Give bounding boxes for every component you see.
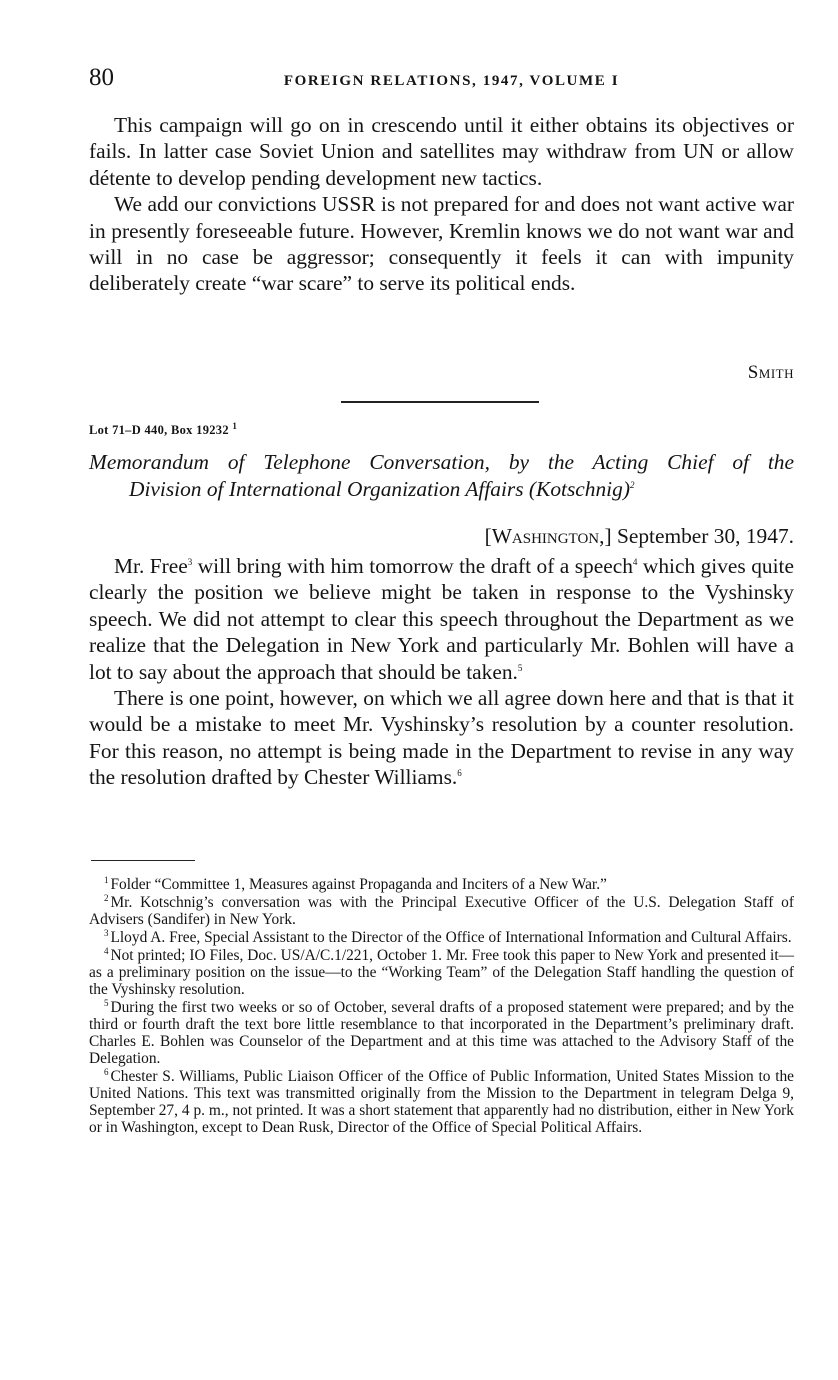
footnote: $^4$ Not printed; IO Files, Doc. US/A/C.1/221, October 1. Mr. Free took this paper to New York and presented it—as a preliminary position on the issue—to the “Working Team” of the Delegation Staff handling the question of the Vyshinsky resolution. — [89, 945, 794, 998]
footnote: $^5$ During the first two weeks or so of October, several drafts of a proposed statement were prepared; and by the third or fourth draft the text bore little resemblance to that incorporated in the Department’s preliminary draft. Charles E. Bohlen was Counselor of the Department and at this time was attached to the Advisory Staff of the Delegation. — [89, 997, 794, 1067]
footnote-rule — [91, 860, 195, 861]
memo-title-line-2: Division of International Organization Affairs (Kotschnig)$^2$ — [129, 477, 635, 501]
dateline-place: Washington, — [491, 524, 605, 548]
footnote: $^1$ Folder “Committee 1, Measures against Propaganda and Inciters of a New War.” — [104, 874, 607, 893]
page-number: 80 — [89, 64, 114, 91]
footnote: $^3$ Lloyd A. Free, Special Assistant to the Director of the Office of International Information and Cultural Affairs. — [104, 927, 792, 946]
footnote-ref-4: 4 — [632, 556, 638, 567]
memo-body — [89, 553, 794, 791]
memo-title — [89, 449, 794, 503]
footnote-ref-5: 5 — [517, 662, 523, 673]
running-head — [89, 64, 794, 94]
section-divider — [341, 401, 539, 403]
dateline: [Washington,] September 30, 1947. — [484, 524, 794, 548]
memo-paragraph-2: There is one point, however, on which we all agree down here and that is that it would be a mistake to meet Mr. Vyshinsky’s resolution by a counter resolution. For this reason, no attempt is being made in the Department to revise in any way the resolution drafted by Chester Williams.$^6$ — [89, 686, 794, 790]
footnotes — [89, 876, 794, 1137]
signature: Smith — [747, 362, 794, 383]
running-title: FOREIGN RELATIONS, 1947, VOLUME I — [283, 73, 620, 89]
footnote: $^2$ Mr. Kotschnig’s conversation was with the Principal Executive Officer of the U.S. Delegation Staff of Advisers (Sandifer) in New York. — [89, 892, 794, 928]
footnote-ref-3: 3 — [187, 556, 193, 567]
footnote-ref-6: 6 — [457, 768, 462, 779]
telegram-continuation — [89, 112, 794, 297]
telegram-paragraph-2: We add our convictions USSR is not prepared for and does not want active war in presently foreseeable future. However, Kremlin knows we do not want war and will in no case be aggressor; consequently it feels it can with impunity deliberately create “war scare” to serve its political ends. — [89, 192, 794, 296]
memo-author: Kotschnig — [536, 477, 623, 501]
telegram-paragraph-1: This campaign will go on in crescendo until it either obtains its objectives or fails. In latter case Soviet Union and satellites may withdraw from UN or allow détente to develop pending development new tactics. — [89, 113, 794, 190]
memo-title-line-1: Memorandum of Telephone Conversation, by the Acting Chief of the — [89, 450, 794, 474]
dateline-date: September 30, 1947. — [616, 524, 794, 548]
source-note: Lot 71–D 440, Box 19232 $^1$ — [89, 420, 238, 437]
footnote: $^6$ Chester S. Williams, Public Liaison Officer of the Office of Public Information, United States Mission to the United Nations. This text was transmitted originally from the Mission to the Department in telegram Delga 9, September 27, 4 p. m., not printed. It was a short statement that apparently had no distribution, either in New York or in Washington, except to Dean Rusk, Director of the Office of Special Political Affairs. — [89, 1066, 794, 1136]
footnote-ref-2: 2 — [629, 479, 635, 490]
footnote-ref-1: 1 — [232, 420, 238, 431]
memo-paragraph-1: Mr. Free$^3$ will bring with him tomorrow the draft of a speech$^4$ which gives quite clearly the position we believe might be taken in response to the Vyshinsky speech. We did not attempt to clear this speech throughout the Department as we realize that the Delegation in New York and particularly Mr. Bohlen will have a lot to say about the approach that should be taken.$^5$ — [89, 554, 794, 684]
